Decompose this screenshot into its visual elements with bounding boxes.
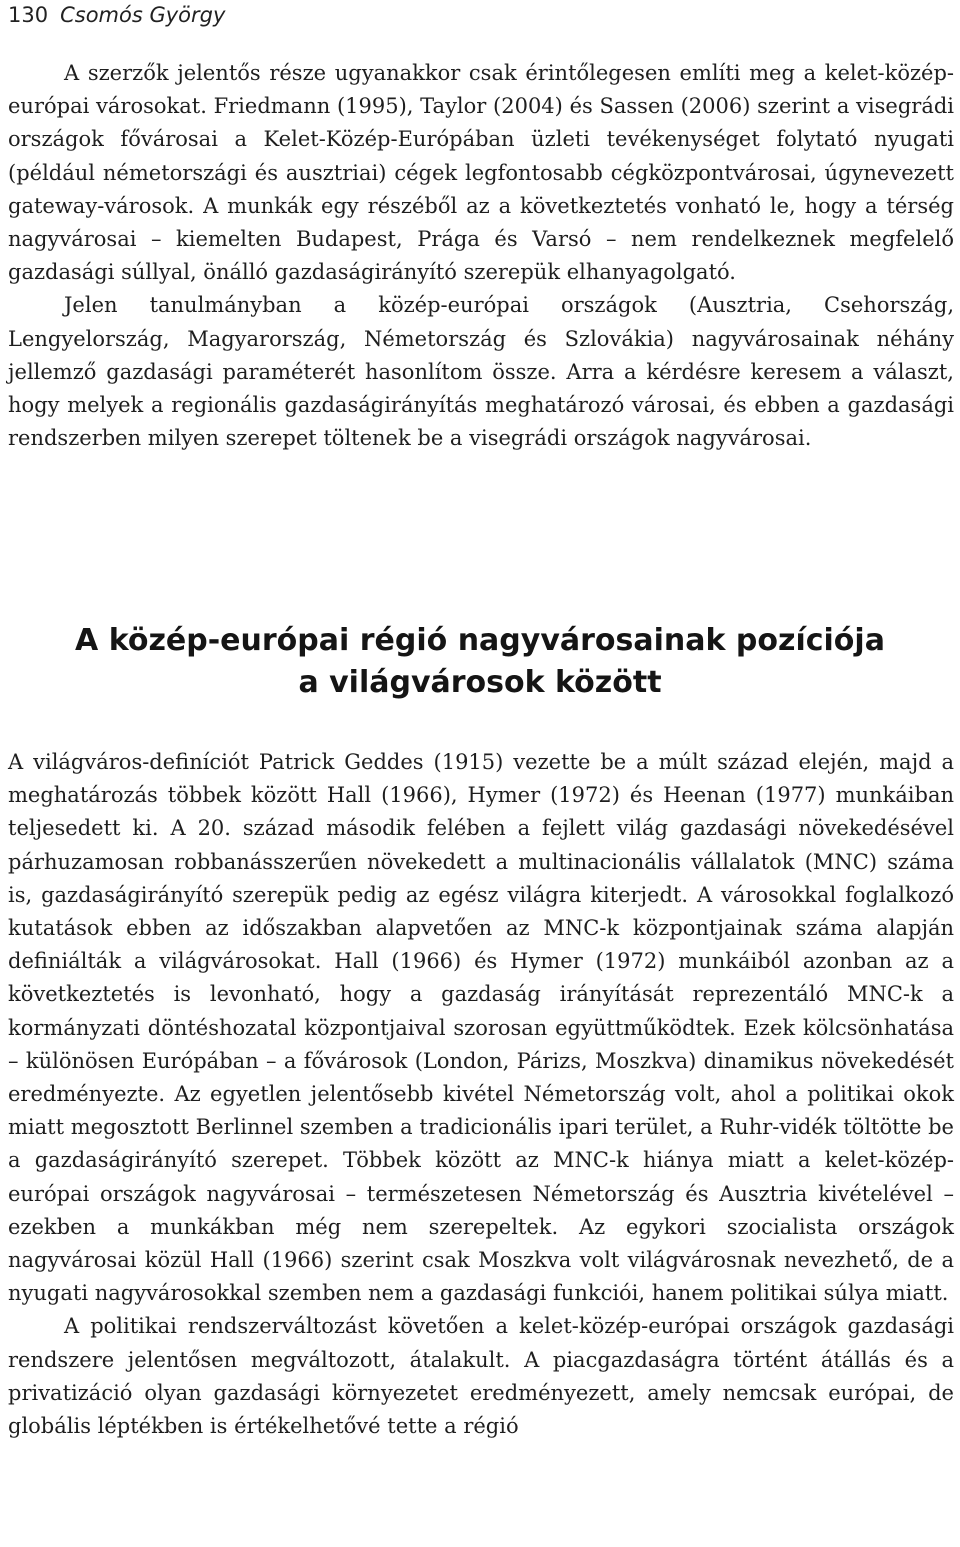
page-number: 130 <box>8 3 49 27</box>
paragraph: A szerzők jelentős része ugyanakkor csak érintőlegesen említi meg a kelet-közép-európai városokat. Friedmann (1995), Taylor (2004) és Sassen (2006) szerint a visegrádi országok fővárosai a Kelet-Közép-Európában üzleti tevékenységet folytató nyugati (például németországi és ausztriai) cégek legfontosabb cégközpontvárosai, úgynevezett gateway-városok. A munkák egy részéből az a következtetés vonható le, hogy a térség nagyvárosai – kiemelten Budapest, Prága és Varsó – nem rendelkeznek megfelelő gazdasági súllyal, önálló gazdaságirányító szerepük elhanyagolgató. <box>8 61 954 285</box>
running-head <box>8 2 225 28</box>
running-head-author: Csomós György <box>60 3 226 27</box>
text-block-section <box>8 746 954 1443</box>
paragraph: A világváros-definíciót Patrick Geddes (1915) vezette be a múlt század elején, majd a meghatározás többek között Hall (1966), Hymer (1972) és Heenan (1977) munkáiban teljesedett ki. A 20. század második felében a fejlett világ gazdasági növekedésével párhuzamosan robbanásszerűen növekedett a multinacionális vállalatok (MNC) száma is, gazdaságirányító szerepük pedig az egész világra kiterjedt. A városokkal foglalkozó kutatások ebben az időszakban alapvetően az MNC-k központjainak száma alapján definiálták a világvárosokat. Hall (1966) és Hymer (1972) munkáiból azonban az a következtetés is levonható, hogy a gazdaság irányítását reprezentáló MNC-k a kormányzati döntéshozatal központjaival szorosan együttműködtek. Ezek kölcsönhatása – különösen Európában – a fővárosok (London, Párizs, Moszkva) dinamikus növekedését eredményezte. Az egyetlen jelentősebb kivétel Németország volt, ahol a politikai okok miatt megosztott Berlinnel szemben a tradicionális ipari terület, a Ruhr-vidék töltötte be a gazdaságirányító szerepet. Többek között az MNC-k hiánya miatt a kelet-közép-európai országok nagyvárosai – természetesen Németország és Ausztria kivételével – ezekben a munkákban még nem szerepeltek. Az egykori szocialista országok nagyvárosai közül Hall (1966) szerint csak Moszkva volt világvárosnak nevezhető, de a nyugati nagyvárosokkal szemben nem a gazdasági funkciói, hanem politikai súlya miatt. <box>8 750 954 1306</box>
section-heading-line-2: a világvárosok között <box>298 665 662 700</box>
paragraph: A politikai rendszerváltozást követően a kelet-közép-európai országok gazdasági rendszere jelentősen megváltozott, átalakult. A piacgazdaságra történt átállás és a privatizáció olyan gazdasági környezetet eredményezett, amely nemcsak európai, de globális léptékben is értékelhetővé tette a régió <box>8 1314 954 1439</box>
section-heading <box>0 620 960 704</box>
paragraph: Jelen tanulmányban a közép-európai országok (Ausztria, Csehország, Lengyelország, Magyarország, Németország és Szlovákia) nagyvárosainak néhány jellemző gazdasági paraméterét hasonlítom össze. Arra a kérdésre keresem a választ, hogy melyek a regionális gazdaságirányítás meghatározó városai, és ebben a gazdasági rendszerben milyen szerepet töltenek be a visegrádi országok nagyvárosai. <box>8 293 954 451</box>
section-heading-line-1: A közép-európai régió nagyvárosainak pozíciója <box>75 623 885 658</box>
text-block-intro <box>8 57 954 455</box>
